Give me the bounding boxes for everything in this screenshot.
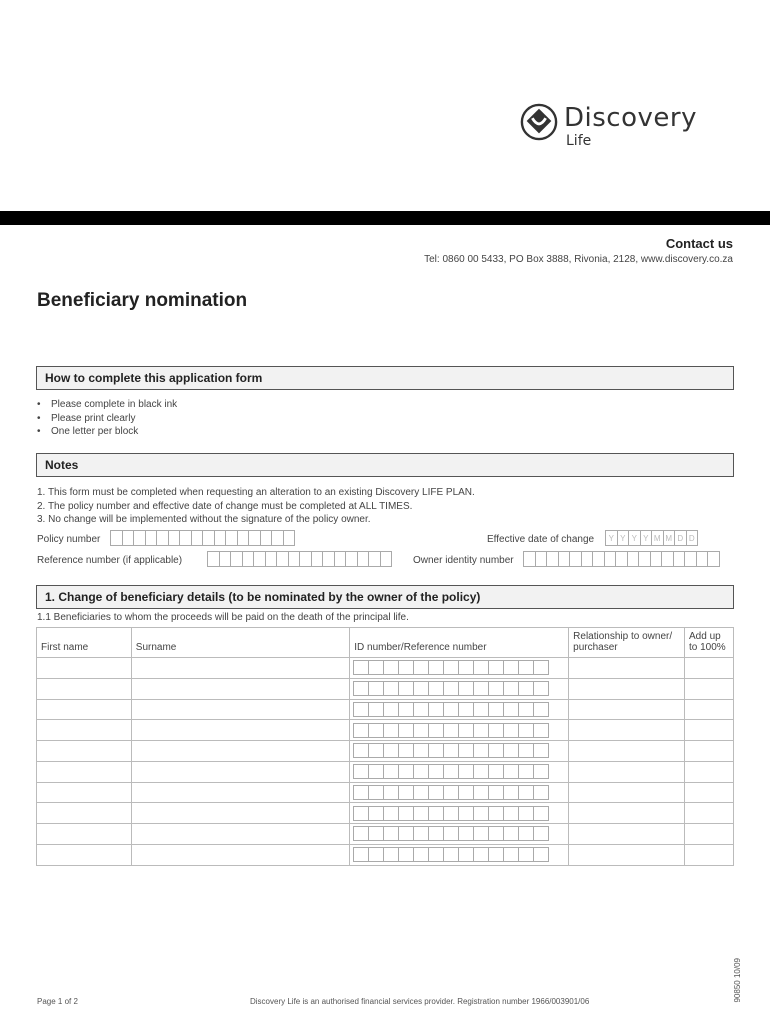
input-box[interactable] <box>383 785 399 800</box>
page-number: Page 1 of 2 <box>37 997 78 1006</box>
input-box[interactable] <box>503 806 519 821</box>
input-box[interactable] <box>458 660 474 675</box>
date-box[interactable]: D <box>674 530 687 546</box>
input-box[interactable] <box>428 681 444 696</box>
contact-block <box>424 236 733 265</box>
percentage-cell[interactable] <box>685 720 734 741</box>
date-box[interactable]: Y <box>617 530 630 546</box>
contact-details: Tel: 0860 00 5433, PO Box 3888, Rivonia, 2128, www.discovery.co.za <box>424 254 733 265</box>
input-box[interactable] <box>398 785 414 800</box>
input-box[interactable] <box>443 743 459 758</box>
relationship-cell[interactable] <box>569 824 685 845</box>
id-number-cell[interactable] <box>350 844 569 865</box>
input-box[interactable] <box>533 743 549 758</box>
input-box[interactable] <box>428 702 444 717</box>
section1-heading: 1. Change of beneficiary details (to be nominated by the owner of the policy) <box>36 585 734 609</box>
input-box[interactable] <box>398 681 414 696</box>
input-box[interactable] <box>503 681 519 696</box>
surname-cell[interactable] <box>131 658 349 679</box>
input-box[interactable] <box>383 826 399 841</box>
input-box[interactable] <box>488 702 504 717</box>
surname-cell[interactable] <box>131 720 349 741</box>
notes-list <box>37 486 475 527</box>
input-box[interactable] <box>458 764 474 779</box>
input-box[interactable] <box>398 702 414 717</box>
id-number-cell[interactable] <box>350 658 569 679</box>
relationship-cell[interactable] <box>569 782 685 803</box>
col-surname: Surname <box>131 628 349 658</box>
input-box[interactable] <box>473 826 489 841</box>
input-box[interactable] <box>428 743 444 758</box>
relationship-cell[interactable] <box>569 699 685 720</box>
input-box[interactable] <box>353 743 369 758</box>
surname-cell[interactable] <box>131 699 349 720</box>
input-box[interactable] <box>503 660 519 675</box>
logo-name: Discovery <box>564 103 697 133</box>
input-box[interactable] <box>428 764 444 779</box>
input-box[interactable] <box>383 660 399 675</box>
contact-title: Contact us <box>665 236 733 251</box>
input-box[interactable] <box>398 660 414 675</box>
input-box[interactable] <box>428 660 444 675</box>
how-to-heading: How to complete this application form <box>36 366 734 390</box>
footer-disclaimer: Discovery Life is an authorised financial services provider. Registration number 1966/003901/06 <box>250 997 590 1006</box>
table-row <box>37 678 734 699</box>
input-box[interactable] <box>428 785 444 800</box>
surname-cell[interactable] <box>131 844 349 865</box>
input-box[interactable] <box>413 681 429 696</box>
id-number-cell[interactable] <box>350 741 569 762</box>
col-id-number: ID number/Reference number <box>350 628 569 658</box>
header-bar <box>0 211 770 225</box>
input-box[interactable] <box>473 681 489 696</box>
id-box-group[interactable] <box>350 806 568 821</box>
date-box[interactable]: M <box>651 530 664 546</box>
input-box[interactable] <box>518 681 534 696</box>
input-box[interactable] <box>383 743 399 758</box>
id-number-cell[interactable] <box>350 782 569 803</box>
id-box-group[interactable] <box>350 764 568 779</box>
table-row <box>37 844 734 865</box>
input-box[interactable] <box>458 826 474 841</box>
input-box[interactable] <box>443 847 459 862</box>
input-box[interactable] <box>383 764 399 779</box>
input-box[interactable] <box>368 660 384 675</box>
first-name-cell[interactable] <box>37 844 132 865</box>
section1-subtitle: 1.1 Beneficiaries to whom the proceeds will be paid on the death of the principal life. <box>37 612 409 623</box>
input-box[interactable] <box>443 681 459 696</box>
input-box[interactable] <box>458 681 474 696</box>
input-box[interactable] <box>368 723 384 738</box>
id-number-cell[interactable] <box>350 824 569 845</box>
input-box[interactable] <box>458 702 474 717</box>
relationship-cell[interactable] <box>569 741 685 762</box>
first-name-cell[interactable] <box>37 678 132 699</box>
discovery-logo <box>520 103 697 149</box>
input-box[interactable] <box>353 723 369 738</box>
input-box[interactable] <box>503 702 519 717</box>
reference-number-field[interactable] <box>207 551 391 567</box>
date-box[interactable]: Y <box>640 530 653 546</box>
input-box[interactable] <box>413 785 429 800</box>
col-relationship: Relationship to owner/ purchaser <box>569 628 685 658</box>
input-box[interactable] <box>473 764 489 779</box>
input-box[interactable] <box>488 785 504 800</box>
input-box[interactable] <box>488 743 504 758</box>
input-box[interactable] <box>368 847 384 862</box>
date-box[interactable]: Y <box>628 530 641 546</box>
input-box[interactable] <box>380 551 393 567</box>
page-title: Beneficiary nomination <box>37 290 248 311</box>
input-box[interactable] <box>413 660 429 675</box>
input-box[interactable] <box>353 660 369 675</box>
percentage-cell[interactable] <box>685 741 734 762</box>
input-box[interactable] <box>473 702 489 717</box>
relationship-cell[interactable] <box>569 678 685 699</box>
percentage-cell[interactable] <box>685 658 734 679</box>
col-percentage: Add up to 100% <box>685 628 734 658</box>
table-row <box>37 761 734 782</box>
id-number-cell[interactable] <box>350 803 569 824</box>
input-box[interactable] <box>413 743 429 758</box>
table-header-row <box>37 628 734 658</box>
input-box[interactable] <box>503 723 519 738</box>
percentage-cell[interactable] <box>685 782 734 803</box>
input-box[interactable] <box>353 681 369 696</box>
input-box[interactable] <box>413 723 429 738</box>
input-box[interactable] <box>398 847 414 862</box>
input-box[interactable] <box>473 785 489 800</box>
input-box[interactable] <box>428 806 444 821</box>
input-box[interactable] <box>413 764 429 779</box>
percentage-cell[interactable] <box>685 699 734 720</box>
percentage-cell[interactable] <box>685 844 734 865</box>
input-box[interactable] <box>518 785 534 800</box>
input-box[interactable] <box>398 826 414 841</box>
beneficiary-table <box>36 627 734 866</box>
first-name-cell[interactable] <box>37 782 132 803</box>
notes-heading: Notes <box>36 453 734 477</box>
input-box[interactable] <box>398 743 414 758</box>
input-box[interactable] <box>443 660 459 675</box>
id-number-cell[interactable] <box>350 761 569 782</box>
input-box[interactable] <box>503 743 519 758</box>
table-row <box>37 699 734 720</box>
first-name-cell[interactable] <box>37 761 132 782</box>
input-box[interactable] <box>368 826 384 841</box>
list-item: • Please print clearly <box>37 412 177 426</box>
surname-cell[interactable] <box>131 782 349 803</box>
input-box[interactable] <box>518 826 534 841</box>
input-box[interactable] <box>383 806 399 821</box>
first-name-cell[interactable] <box>37 658 132 679</box>
logo-subtitle: Life <box>566 133 592 149</box>
input-box[interactable] <box>353 826 369 841</box>
input-box[interactable] <box>383 847 399 862</box>
table-row <box>37 720 734 741</box>
policy-number-field[interactable] <box>110 530 294 546</box>
id-box-group[interactable] <box>350 743 568 758</box>
input-box[interactable] <box>368 702 384 717</box>
input-box[interactable] <box>518 702 534 717</box>
input-box[interactable] <box>428 847 444 862</box>
input-box[interactable] <box>533 785 549 800</box>
input-box[interactable] <box>533 806 549 821</box>
input-box[interactable] <box>533 847 549 862</box>
percentage-cell[interactable] <box>685 824 734 845</box>
input-box[interactable] <box>473 806 489 821</box>
id-box-group[interactable] <box>350 660 568 675</box>
relationship-cell[interactable] <box>569 803 685 824</box>
table-row <box>37 741 734 762</box>
relationship-cell[interactable] <box>569 720 685 741</box>
id-box-group[interactable] <box>350 826 568 841</box>
id-box-group[interactable] <box>350 723 568 738</box>
input-box[interactable] <box>383 681 399 696</box>
list-item: 3. No change will be implemented without the signature of the policy owner. <box>37 514 371 525</box>
input-box[interactable] <box>368 785 384 800</box>
input-box[interactable] <box>533 702 549 717</box>
input-box[interactable] <box>503 785 519 800</box>
id-box-group[interactable] <box>350 681 568 696</box>
input-box[interactable] <box>473 723 489 738</box>
input-box[interactable] <box>503 847 519 862</box>
table-row <box>37 824 734 845</box>
input-box[interactable] <box>443 723 459 738</box>
col-first-name: First name <box>37 628 132 658</box>
input-box[interactable] <box>368 764 384 779</box>
id-number-cell[interactable] <box>350 720 569 741</box>
input-box[interactable] <box>368 806 384 821</box>
input-box[interactable] <box>353 764 369 779</box>
input-box[interactable] <box>518 723 534 738</box>
input-box[interactable] <box>518 660 534 675</box>
input-box[interactable] <box>473 847 489 862</box>
id-number-cell[interactable] <box>350 678 569 699</box>
id-box-group[interactable] <box>350 847 568 862</box>
first-name-cell[interactable] <box>37 803 132 824</box>
input-box[interactable] <box>707 551 720 567</box>
percentage-cell[interactable] <box>685 761 734 782</box>
input-box[interactable] <box>533 826 549 841</box>
input-box[interactable] <box>443 806 459 821</box>
surname-cell[interactable] <box>131 824 349 845</box>
input-box[interactable] <box>473 660 489 675</box>
list-item: 1. This form must be completed when requesting an alteration to an existing Discovery LIFE PLAN. <box>37 487 475 498</box>
policy-number-label: Policy number <box>37 534 101 545</box>
input-box[interactable] <box>413 847 429 862</box>
reference-number-label: Reference number (if applicable) <box>37 555 183 566</box>
input-box[interactable] <box>353 847 369 862</box>
input-box[interactable] <box>458 785 474 800</box>
form-code: 90850 10/09 <box>733 958 742 1003</box>
input-box[interactable] <box>398 806 414 821</box>
input-box[interactable] <box>428 826 444 841</box>
input-box[interactable] <box>518 764 534 779</box>
input-box[interactable] <box>398 764 414 779</box>
list-item: • One letter per block <box>37 425 177 439</box>
effective-date-field[interactable] <box>605 530 697 546</box>
id-number-cell[interactable] <box>350 699 569 720</box>
input-box[interactable] <box>413 826 429 841</box>
input-box[interactable] <box>488 681 504 696</box>
effective-date-label: Effective date of change <box>487 534 595 545</box>
id-box-group[interactable] <box>350 702 568 717</box>
input-box[interactable] <box>488 806 504 821</box>
input-box[interactable] <box>368 743 384 758</box>
percentage-cell[interactable] <box>685 678 734 699</box>
surname-cell[interactable] <box>131 741 349 762</box>
owner-id-label: Owner identity number <box>413 555 514 566</box>
id-box-group[interactable] <box>350 785 568 800</box>
input-box[interactable] <box>533 681 549 696</box>
how-to-list <box>37 398 177 439</box>
input-box[interactable] <box>488 847 504 862</box>
input-box[interactable] <box>518 847 534 862</box>
input-box[interactable] <box>533 660 549 675</box>
relationship-cell[interactable] <box>569 844 685 865</box>
input-box[interactable] <box>488 660 504 675</box>
first-name-cell[interactable] <box>37 824 132 845</box>
input-box[interactable] <box>443 826 459 841</box>
discovery-diamond-icon <box>520 103 558 141</box>
input-box[interactable] <box>503 826 519 841</box>
input-box[interactable] <box>383 702 399 717</box>
input-box[interactable] <box>398 723 414 738</box>
input-box[interactable] <box>443 785 459 800</box>
surname-cell[interactable] <box>131 803 349 824</box>
input-box[interactable] <box>518 806 534 821</box>
input-box[interactable] <box>458 723 474 738</box>
input-box[interactable] <box>488 826 504 841</box>
relationship-cell[interactable] <box>569 761 685 782</box>
percentage-cell[interactable] <box>685 803 734 824</box>
first-name-cell[interactable] <box>37 741 132 762</box>
input-box[interactable] <box>443 764 459 779</box>
input-box[interactable] <box>413 702 429 717</box>
date-box[interactable]: D <box>686 530 699 546</box>
first-name-cell[interactable] <box>37 699 132 720</box>
owner-identity-field[interactable] <box>523 551 719 567</box>
input-box[interactable] <box>488 723 504 738</box>
list-item: • Please complete in black ink <box>37 398 177 412</box>
input-box[interactable] <box>413 806 429 821</box>
input-box[interactable] <box>458 806 474 821</box>
list-item: 2. The policy number and effective date of change must be completed at ALL TIMES. <box>37 500 413 512</box>
date-box[interactable]: M <box>663 530 676 546</box>
input-box[interactable] <box>503 764 519 779</box>
input-box[interactable] <box>353 785 369 800</box>
input-box[interactable] <box>533 723 549 738</box>
relationship-cell[interactable] <box>569 658 685 679</box>
input-box[interactable] <box>473 743 489 758</box>
input-box[interactable] <box>458 847 474 862</box>
input-box[interactable] <box>353 702 369 717</box>
surname-cell[interactable] <box>131 678 349 699</box>
table-row <box>37 782 734 803</box>
first-name-cell[interactable] <box>37 720 132 741</box>
table-row <box>37 658 734 679</box>
input-box[interactable] <box>488 764 504 779</box>
input-box[interactable] <box>428 723 444 738</box>
input-box[interactable] <box>383 723 399 738</box>
input-box[interactable] <box>353 806 369 821</box>
date-box[interactable]: Y <box>605 530 618 546</box>
input-box[interactable] <box>533 764 549 779</box>
input-box[interactable] <box>443 702 459 717</box>
input-box[interactable] <box>368 681 384 696</box>
surname-cell[interactable] <box>131 761 349 782</box>
input-box[interactable] <box>458 743 474 758</box>
input-box[interactable] <box>283 530 296 546</box>
input-box[interactable] <box>518 743 534 758</box>
table-row <box>37 803 734 824</box>
